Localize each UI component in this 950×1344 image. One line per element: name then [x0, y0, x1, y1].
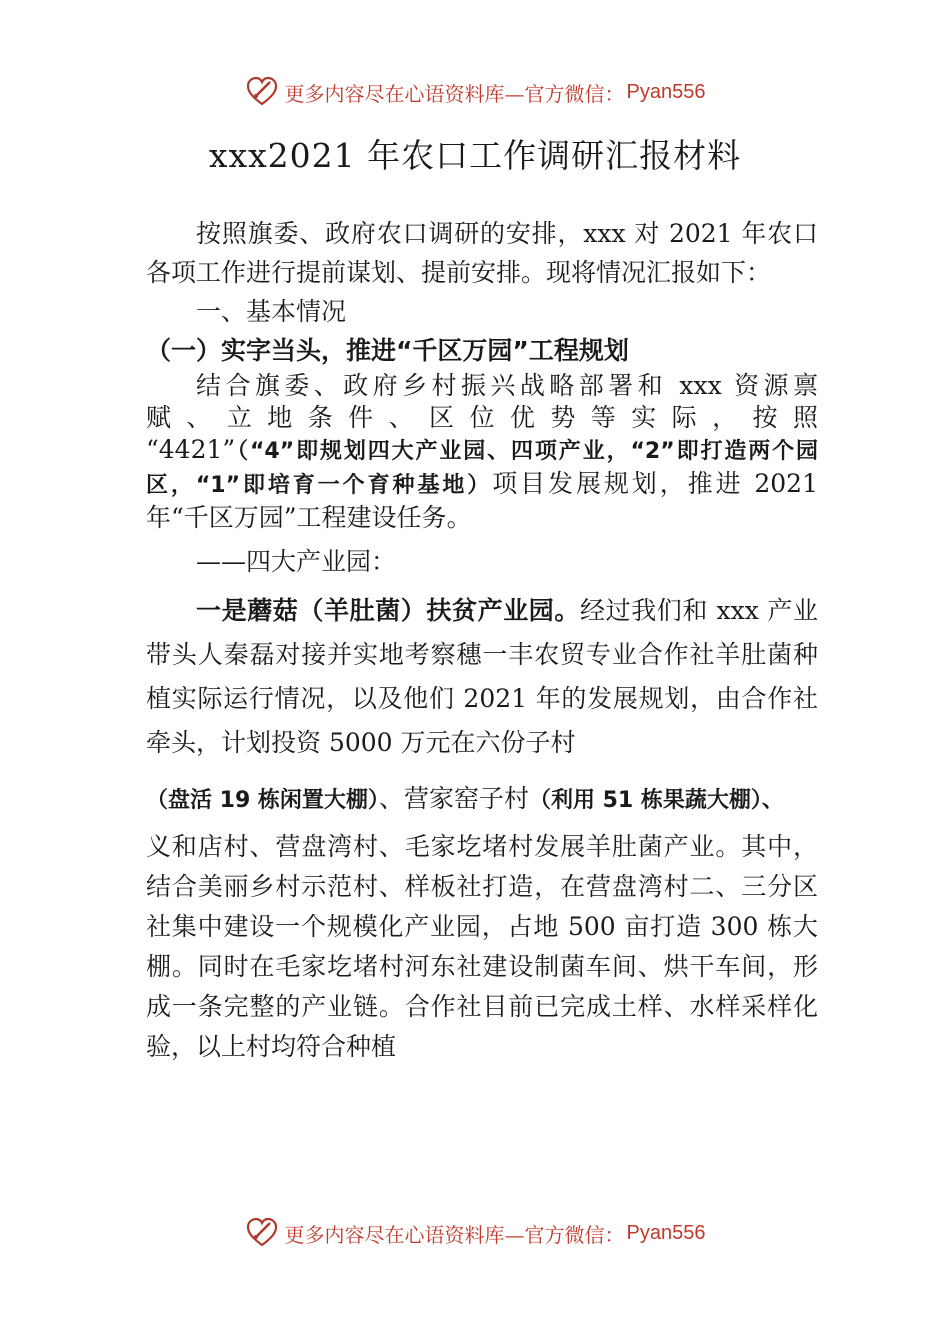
greenhouse-village: 、营家窑子村: [378, 784, 529, 813]
mushroom-text: 经过我们和 xxx 产业带头人秦磊对接并实地考察穗一丰农贸专业合作社羊肚菌种植实际运行情况，以及他们 2021 年的发展规划，由合作社牵头，计划投资 5000 万元在六份子村: [146, 596, 818, 757]
paragraph-mushroom: [146, 589, 818, 765]
mushroom-lead: 一是蘑菇（羊肚菌）扶贫产业园。: [196, 596, 580, 625]
banner-content: [245, 1216, 706, 1250]
greenhouse-note-2: （利用 51 栋果蔬大棚）、: [528, 788, 784, 813]
intro-paragraph: 按照旗委、政府农口调研的安排，xxx 对 2021 年农口各项工作进行提前谋划、提前安排。现将情况汇报如下：: [146, 219, 818, 287]
heart-logo-icon: [245, 75, 279, 109]
banner-contact: Pyan556: [626, 80, 706, 103]
paragraph-strategy: [146, 370, 818, 534]
document-title: xxx2021 年农口工作调研汇报材料: [208, 136, 742, 175]
greenhouse-note-line: [146, 773, 818, 827]
banner-contact: Pyan556: [626, 1221, 706, 1244]
bottom-banner: [0, 1213, 950, 1253]
banner-text: 更多内容尽在心语资料库—官方微信：: [284, 1222, 625, 1247]
document-body: [146, 214, 818, 1067]
strategy-justified: 赋、立地条件、区位优势等实际，按照: [146, 403, 818, 432]
strategy-body: [146, 434, 818, 534]
banner-text: 更多内容尽在心语资料库—官方微信：: [284, 81, 625, 106]
strategy-tail: 项目发展规划，推进 2021 年“千区万园”工程建设任务。: [146, 469, 818, 532]
banner-content: [245, 75, 706, 109]
sub-heading: （一）实字当头，推进“千区万园”工程规划: [146, 336, 629, 365]
top-banner: [0, 72, 950, 112]
strategy-quote: “4421”: [146, 435, 236, 464]
strategy-note: （“4”即规划四大产业园、四项产业，“2”即打造两个园区，“1”即培育一个育种基地）: [146, 439, 818, 498]
strategy-lead: 结合旗委、政府乡村振兴战略部署和 xxx 资源禀: [196, 371, 818, 400]
paragraph-villages: 义和店村、营盘湾村、毛家圪堵村发展羊肚菌产业。其中，结合美丽乡村示范村、样板社打造，在营盘湾村二、三分区社集中建设一个规模化产业园，占地 500 亩打造 300 栋大棚。同时在毛家圪堵村河东社建设制菌车间、烘干车间，形成一条完整的产业链。合作社目前已完成土样、水样采样化验，以上村均符合种植: [146, 832, 818, 1061]
greenhouse-note-1: （盘活 19 栋闲置大棚）: [146, 788, 379, 813]
heart-logo-icon: [245, 1216, 279, 1250]
section-heading: 一、基本情况: [196, 297, 347, 326]
dash-heading: ——四大产业园：: [196, 547, 397, 576]
